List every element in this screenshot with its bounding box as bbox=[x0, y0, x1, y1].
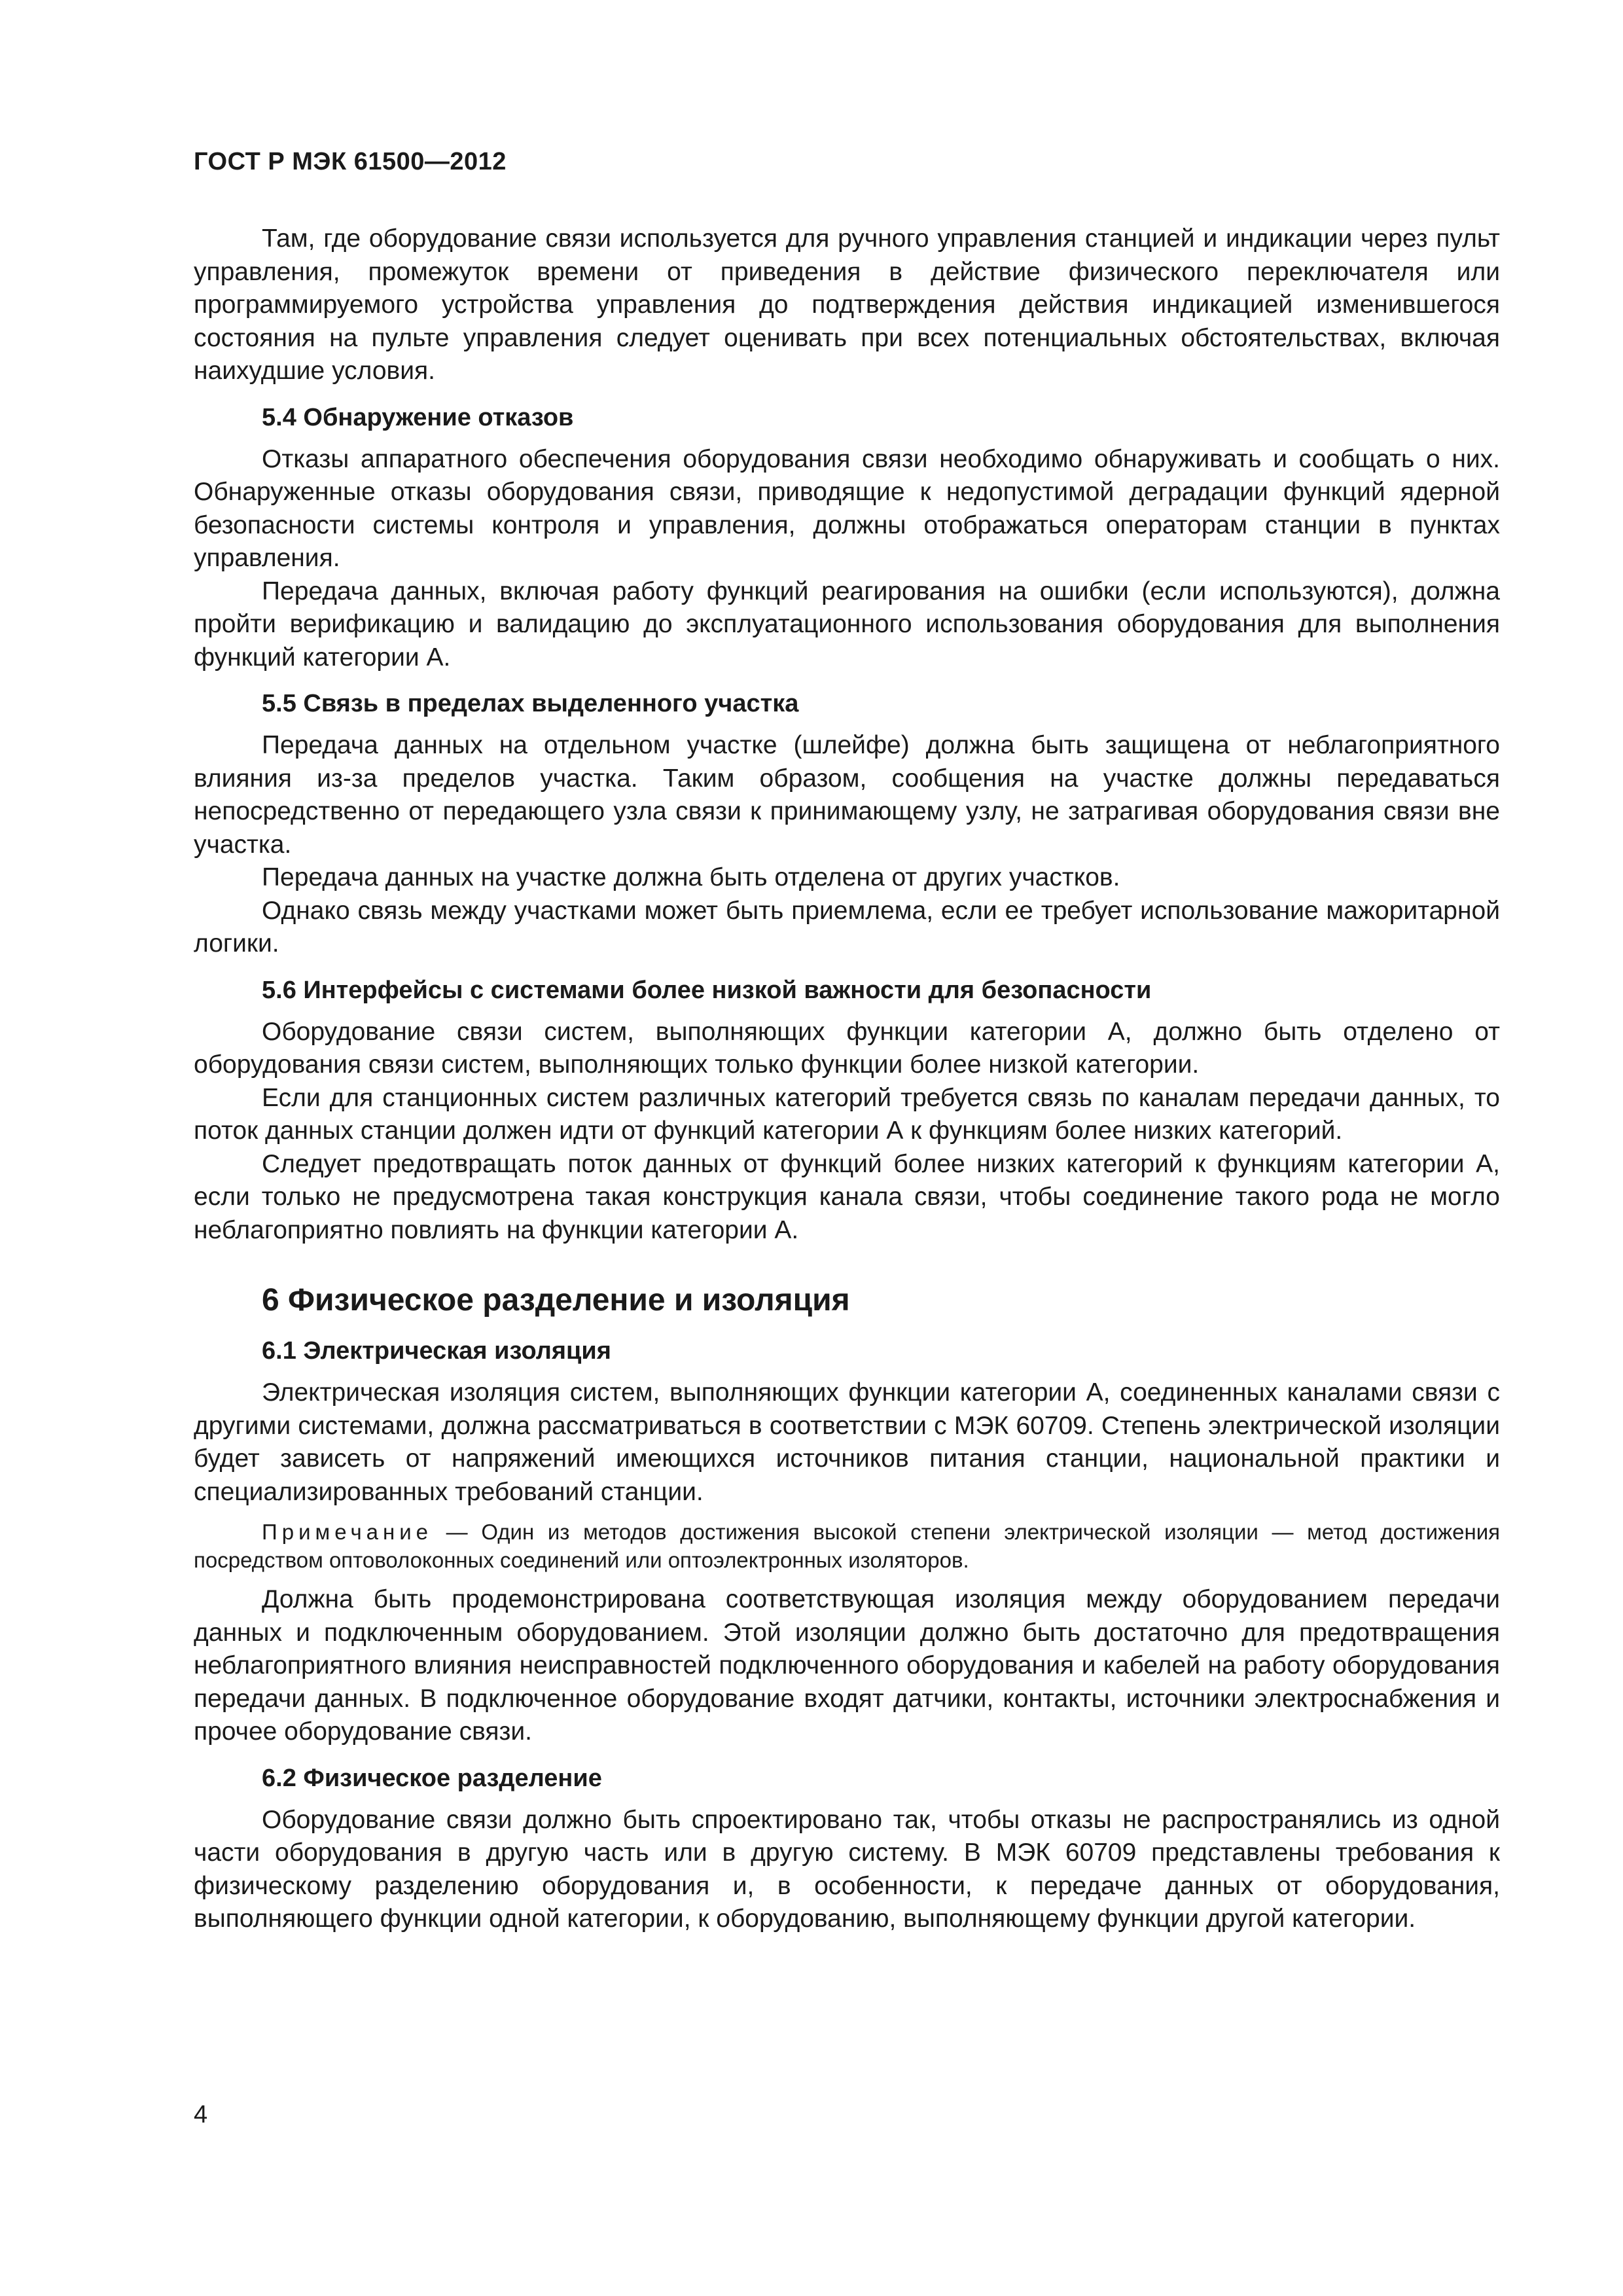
paragraph-5-6-2: Если для станционных систем различных категорий требуется связь по каналам передачи данных, то поток данных станции должен идти от функций категории А к функциям более низких категорий. bbox=[194, 1083, 1500, 1145]
note-label: Примечание bbox=[262, 1520, 433, 1544]
note-text: — Один из методов достижения высокой степени электрической изоляции — метод достижения посредством оптоволоконных соединений или оптоэлектронных изоляторов. bbox=[194, 1520, 1500, 1572]
paragraph-5-5-1: Передача данных на отдельном участке (шлейфе) должна быть защищена от неблагоприятного влияния из-за пределов участка. Таким образом, сообщения на участке должны передаваться непосредственно от передающего узла связи к принимающему узлу, не затрагивая оборудования связи вне участка. bbox=[194, 731, 1500, 859]
paragraph-5-5-3: Однако связь между участками может быть приемлема, если ее требует использование мажоритарной логики. bbox=[194, 896, 1500, 958]
section-heading-5-5: 5.5 Связь в пределах выделенного участка bbox=[262, 690, 799, 717]
paragraph-6-1-1: Электрическая изоляция систем, выполняющих функции категории А, соединенных каналами связи с другими системами, должна рассматриваться в соответствии с МЭК 60709. Степень электрической изоляции будет зависеть от напряжений имеющихся источников питания станции, национальной практики и специализированных требований станции. bbox=[194, 1378, 1500, 1506]
paragraph-5-6-3: Следует предотвращать поток данных от функций более низких категорий к функциям категории А, если только не предусмотрена такая конструкция канала связи, чтобы соединение такого рода не могло неблагоприятно повлиять на функции категории А. bbox=[194, 1149, 1500, 1244]
document-header: ГОСТ Р МЭК 61500—2012 bbox=[194, 148, 507, 175]
section-heading-5-6: 5.6 Интерфейсы с системами более низкой важности для безопасности bbox=[262, 976, 1152, 1004]
page-number: 4 bbox=[194, 2101, 208, 2128]
document-body bbox=[194, 223, 1500, 1936]
section-heading-6-2: 6.2 Физическое разделение bbox=[262, 1764, 602, 1792]
chapter-heading-6: 6 Физическое разделение и изоляция bbox=[262, 1283, 850, 1318]
note bbox=[194, 1518, 1500, 1574]
paragraph-intro: Там, где оборудование связи используется для ручного управления станцией и индикации через пульт управления, промежуток времени от приведения в действие физического переключателя или программируемого устройства управления до подтверждения действия индикацией изменившегося состояния на пульте управления следует оценивать при всех потенциальных обстоятельствах, включая наихудшие условия. bbox=[194, 224, 1500, 385]
paragraph-6-2-1: Оборудование связи должно быть спроектировано так, чтобы отказы не распространялись из одной части оборудования в другую часть или в другую систему. В МЭК 60709 представлены требования к физическому разделению оборудования и, в особенности, к передаче данных от оборудования, выполняющего функции одной категории, к оборудованию, выполняющему функции другой категории. bbox=[194, 1805, 1500, 1933]
section-heading-6-1: 6.1 Электрическая изоляция bbox=[262, 1337, 611, 1365]
paragraph-5-4-1: Отказы аппаратного обеспечения оборудования связи необходимо обнаруживать и сообщать о них. Обнаруженные отказы оборудования связи, приводящие к недопустимой деградации функций ядерной безопасности системы контроля и управления, должны отображаться операторам станции в пунктах управления. bbox=[194, 444, 1500, 572]
paragraph-6-1-2: Должна быть продемонстрирована соответствующая изоляция между оборудованием передачи данных и подключенным оборудованием. Этой изоляции должно быть достаточно для предотвращения неблагоприятного влияния неисправностей подключенного оборудования и кабелей на работу оборудования передачи данных. В подключенное оборудование входят датчики, контакты, источники электроснабжения и прочее оборудование связи. bbox=[194, 1585, 1500, 1746]
paragraph-5-6-1: Оборудование связи систем, выполняющих функции категории А, должно быть отделено от оборудования связи систем, выполняющих только функции более низкой категории. bbox=[194, 1017, 1500, 1079]
paragraph-5-4-2: Передача данных, включая работу функций реагирования на ошибки (если используются), должна пройти верификацию и валидацию до эксплуатационного использования оборудования для выполнения функций категории А. bbox=[194, 577, 1500, 672]
paragraph-5-5-2: Передача данных на участке должна быть отделена от других участков. bbox=[262, 863, 1120, 891]
section-heading-5-4: 5.4 Обнаружение отказов bbox=[262, 403, 574, 431]
